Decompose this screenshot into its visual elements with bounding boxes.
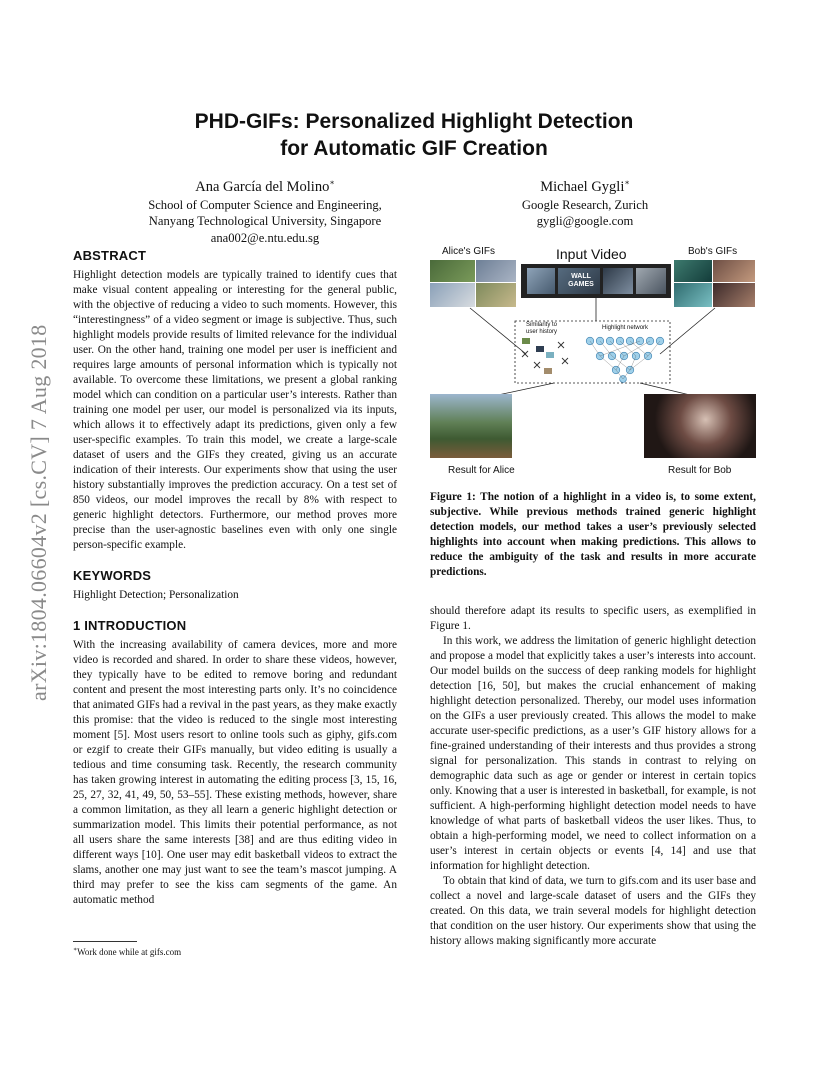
abstract-heading: ABSTRACT: [73, 248, 147, 263]
author-affiliation: Google Research, Zurich: [521, 197, 649, 212]
left-column: [73, 248, 397, 908]
right-column: [430, 604, 756, 949]
intro-heading: 1 INTRODUCTION: [73, 618, 187, 633]
arxiv-stamp-svg: [16, 285, 56, 705]
figure-caption: Figure 1: The notion of a highlight in a video is, to some extent, subjective. While previous methods trained generic highlight detection models, our method takes a user’s previously selected highlights into account when making predictions. This allows to reduce the ambiguity of the task and results in more accurate predictions.: [430, 491, 756, 578]
footnote-rule: [73, 941, 137, 942]
arxiv-stamp: [16, 285, 56, 705]
title-line-1: PHD-GIFs: Personalized Highlight Detection: [194, 110, 634, 133]
author-name: Michael Gygli∗: [540, 178, 630, 195]
footnote: ∗Work done while at gifs.com: [73, 947, 182, 957]
author-email: gygli@google.com: [536, 214, 634, 229]
arxiv-id: arXiv:1804.06604v2 [cs.CV] 7 Aug 2018: [26, 324, 51, 701]
title-line-2: for Automatic GIF Creation: [280, 137, 548, 160]
paper-title: [0, 108, 828, 162]
label-similarity: Similarity to user history: [526, 322, 558, 335]
result-alice-image: [430, 394, 512, 458]
paragraph: To obtain that kind of data, we turn to gifs.com and its user base and collect a novel and large-scale dataset of users and the GIFs they created. On this data, we train several models for highlight detection that condition on the user history. Our experiments show that using the history allows making significantly more accurate: [430, 875, 756, 947]
figure-1: [430, 246, 758, 481]
result-bob-image: [644, 394, 756, 458]
label-bob-gifs: Bob's GIFs: [688, 246, 738, 257]
author-block-2: [470, 173, 700, 230]
author-block-1: [100, 173, 430, 246]
label-result-bob: Result for Bob: [668, 465, 732, 476]
abstract-text: Highlight detection models are typically trained to identify cues that make visual content appealing or interesting for the general public, with the objective of reducing a video to such moments. However, this “interestingness” of a video segment or image is subjective. Thus, such highlight models provide results of limited relevance for the individual user. On the other hand, training one model per user is inefficient and requires large amounts of personal information which is typically not available. To overcome these limitations, we present a global ranking model which can condition on a particular user’s interests. Rather than training one model per user, our model is personalized via its inputs, which allows it to effectively adapt its predictions, given only a few user-specific examples. To train this model, we create a large-scale dataset of users and the GIFs they created, giving us an accurate indication of their interests. Our experiments show that using the user history substantially improves the prediction accuracy. On a test set of 850 videos, our model improves the recall by 8% with respect to generic highlight detectors. Furthermore, our method proves more precise than the user-agnostic baselines even with only one single person-specific example.: [73, 269, 397, 551]
label-highlight-network: Highlight network: [602, 325, 649, 331]
author-affiliation: Nanyang Technological University, Singapore: [148, 214, 382, 229]
paragraph: should therefore adapt its results to specific users, as exemplified in Figure 1.: [430, 605, 756, 632]
video-title-text: WALL GAMES: [568, 273, 594, 288]
keywords-heading: KEYWORDS: [73, 568, 152, 583]
paragraph: In this work, we address the limitation of generic highlight detection and propose a model that explicitly takes a user’s interests into account. Our model builds on the success of deep ranking models for highlight detection [16, 50], but makes the crucial enhancement of making highlight detection personalized. Thereby, our model uses information on the GIFs a user previously created. This allows the model to make accurate user-specific predictions, as a user’s GIF history allows for a fine-grained understanding of their interests and thus provides a strong signal for personalization. This stands in contrast to relying on demographic data such as age or gender or interest in certain topics only. Knowing that a user is interested in basketball, for example, is not sufficient. A high-performing highlight detection model needs to have knowledge of what parts of basketball videos the user likes. Thus, to obtain a high-performing model, we need to collect information on a user’s interest in certain objects or events [4, 14] and use that information for highlight detection.: [430, 635, 756, 872]
intro-text: With the increasing availability of camera devices, more and more video is recorded and shared. In order to share these videos, however, they typically have to be edited to remove boring and redundant content and present the most interesting parts only. It’s no coincidence that animated GIFs had a revival in the past years, as they make exactly this promise: that the video is reduced to the single most interesting moment [5]. Most users resort to online tools such as giphy, gifs.com or ezgif to create their GIFs manually, but video editing is usually a tedious and time consuming task. Recently, the research community has taken growing interest in automating the editing process [3, 15, 16, 25, 27, 32, 41, 49, 50, 53–55]. These existing methods, however, share a common limitation, as they all learn a generic highlight detection or summarization model. This limits their potential performance, as not all users share the same interests [38] and are thus editing video in different ways [10]. One user may edit basketball videos to extract the slams, another one may just want to see the team’s mascot jumping. A third may prefer to see the kiss cam segments of the game. An automatic method: [73, 639, 397, 906]
author-affiliation: School of Computer Science and Engineering,: [148, 197, 382, 212]
author-name: Ana García del Molino∗: [195, 178, 335, 195]
label-result-alice: Result for Alice: [448, 465, 515, 476]
author-email: ana002@e.ntu.edu.sg: [210, 230, 320, 245]
label-input-video: Input Video: [556, 246, 627, 262]
label-alice-gifs: Alice's GIFs: [442, 246, 496, 257]
keywords-text: Highlight Detection; Personalization: [73, 589, 239, 601]
